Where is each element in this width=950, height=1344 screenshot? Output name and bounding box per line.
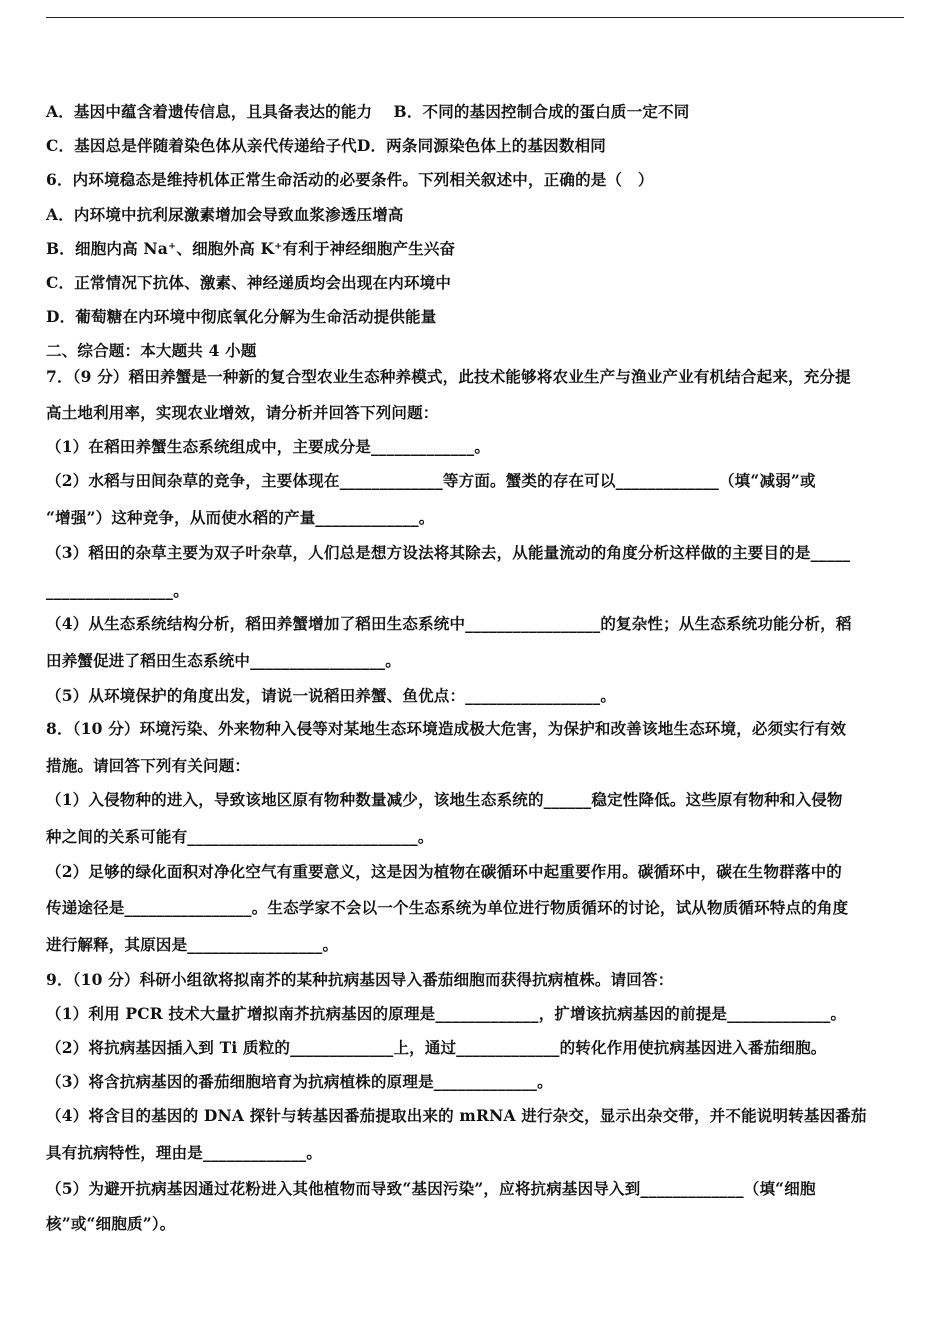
q7-part3-line2: ________________。: [46, 581, 189, 600]
q7-stem-line1: 7．（9 分）稻田养蟹是一种新的复合型农业生态种养模式，此技术能够将农业生产与渔业产业有机结合起来，充分提: [46, 367, 851, 386]
q9-part5-line2: 核”或“细胞质”）。: [46, 1214, 176, 1233]
q9-part1: （1）利用 PCR 技术大量扩增拟南芥抗病基因的原理是_____________，扩增该抗病基因的前提是_____________。: [46, 1004, 847, 1023]
q6-option-b: B．细胞内高 Na⁺、细胞外高 K⁺有利于神经细胞产生兴奋: [46, 239, 456, 258]
q9-part4-line2: 具有抗病特性，理由是_____________。: [46, 1143, 323, 1162]
q6-option-a: A．内环境中抗利尿激素增加会导致血浆渗透压增高: [46, 205, 404, 224]
q8-part1-line2: 种之间的关系可能有_____________________________。: [46, 827, 434, 846]
q8-stem-line2: 措施。请回答下列有关问题：: [46, 756, 251, 775]
q8-stem-line1: 8．（10 分）环境污染、外来物种入侵等对某地生态环境造成极大危害，为保护和改善该地生态环境，必须实行有效: [46, 719, 847, 738]
q7-part3-line1: （3）稻田的杂草主要为双子叶杂草，人们总是想方设法将其除去，从能量流动的角度分析这样做的主要目的是_____: [46, 543, 851, 562]
q6-option-c: C．正常情况下抗体、激素、神经递质均会出现在内环境中: [46, 273, 452, 292]
top-rule: [46, 17, 904, 18]
q8-part2-line2: 传递途径是________________。生态学家不会以一个生态系统为单位进行物质循环的讨论，试从物质循环特点的角度: [46, 898, 849, 917]
q7-part2-line1: （2）水稻与田间杂草的竞争，主要体现在_____________等方面。蟹类的存在可以_____________（填“减弱”或: [46, 471, 816, 490]
q7-stem-line2: 高土地利用率，实现农业增效，请分析并回答下列问题：: [46, 403, 439, 422]
q9-stem: 9．（10 分）科研小组欲将拟南芥的某种抗病基因导入番茄细胞而获得抗病植株。请回答：: [46, 970, 674, 989]
q9-part5-line1: （5）为避开抗病基因通过花粉进入其他植物而导致“基因污染”，应将抗病基因导入到_____________（填“细胞: [46, 1179, 816, 1198]
q5-option-a-b: A．基因中蕴含着遗传信息，且具备表达的能力 B．不同的基因控制合成的蛋白质一定不同: [46, 102, 690, 121]
q8-part2-line3: 进行解释，其原因是_________________。: [46, 935, 339, 954]
q7-part4-line2: 田养蟹促进了稻田生态系统中_________________。: [46, 651, 401, 670]
section-heading: 二、综合题：本大题共 4 小题: [46, 341, 257, 360]
q7-part4-line1: （4）从生态系统结构分析，稻田养蟹增加了稻田生态系统中_________________的复杂性；从生态系统功能分析，稻: [46, 614, 852, 633]
q6-option-d: D．葡萄糖在内环境中彻底氧化分解为生命活动提供能量: [46, 307, 437, 326]
q7-part5: （5）从环境保护的角度出发，请说一说稻田养蟹、鱼优点：_________________。: [46, 686, 617, 705]
q6-stem: 6．内环境稳态是维持机体正常生命活动的必要条件。下列相关叙述中，正确的是（ ）: [46, 170, 654, 189]
q8-part1-line1: （1）入侵物种的进入，导致该地区原有物种数量减少，该地生态系统的______稳定性降低。这些原有物种和入侵物: [46, 790, 843, 809]
q9-part3: （3）将含抗病基因的番茄细胞培育为抗病植株的原理是_____________。: [46, 1072, 553, 1091]
q5-option-c-d: C．基因总是伴随着染色体从亲代传递给子代D．两条同源染色体上的基因数相同: [46, 136, 606, 155]
q8-part2-line1: （2）足够的绿化面积对净化空气有重要意义，这是因为植物在碳循环中起重要作用。碳循环中，碳在生物群落中的: [46, 862, 842, 881]
q7-part2-line2: “增强”）这种竞争，从而使水稻的产量_____________。: [46, 508, 435, 527]
q7-part1: （1）在稻田养蟹生态系统组成中，主要成分是_____________。: [46, 437, 491, 456]
q9-part4-line1: （4）将含目的基因的 DNA 探针与转基因番茄提取出来的 mRNA 进行杂交，显示出杂交带，并不能说明转基因番茄: [46, 1106, 867, 1125]
q9-part2: （2）将抗病基因插入到 Ti 质粒的_____________上，通过_____________的转化作用使抗病基因进入番茄细胞。: [46, 1038, 827, 1057]
